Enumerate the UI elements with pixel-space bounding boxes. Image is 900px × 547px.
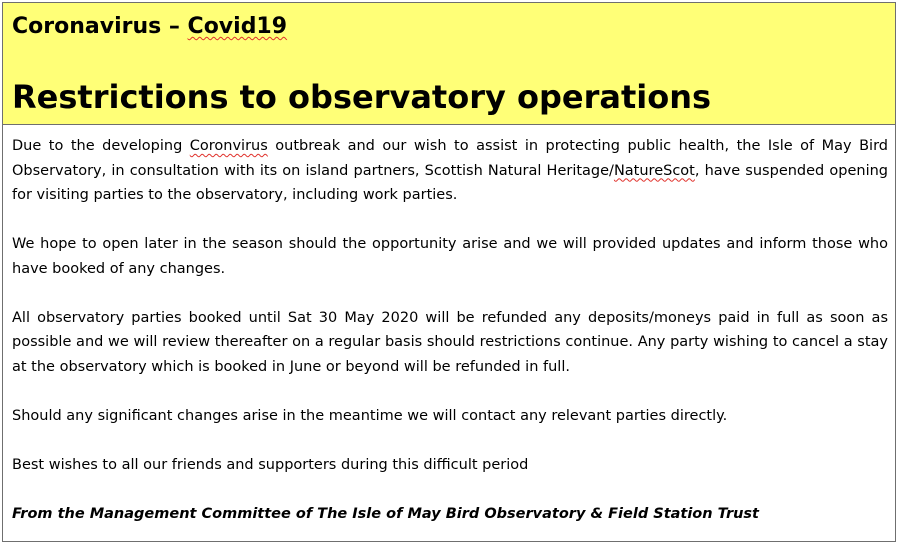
misspelled-coronavirus: Coronvirus [189, 138, 268, 154]
paragraph-suspension [12, 134, 888, 208]
notice-header [3, 3, 895, 125]
supertitle-term: Covid19 [187, 14, 288, 39]
notice-body [12, 134, 888, 526]
paragraph-suspension-middle: outbreak and our wish to assist in protecting public health, the Isle of May Bird Observatory, in consultation with its on island partners, Scottish Natural Heritage/ [12, 138, 888, 179]
supertitle-prefix: Coronavirus – [12, 14, 188, 39]
notice-supertitle [12, 13, 287, 41]
paragraph-best-wishes: Best wishes to all our friends and supporters during this difficult period [12, 456, 529, 473]
paragraph-suspension-start: Due to the developing [12, 138, 190, 154]
paragraph-refunds: All observatory parties booked until Sat 30 May 2020 will be refunded any deposits/moneys paid in full as soon as possible and we will review thereafter on a regular basis should restrictions continue. Any party wishing to cancel a stay at the observatory which is booked in June or beyond will be refunded in full. [12, 309, 888, 375]
paragraph-reopening: We hope to open later in the season should the opportunity arise and we will provided updates and inform those who have booked of any changes. [12, 236, 888, 277]
paragraph-changes: Should any significant changes arise in the meantime we will contact any relevant parties directly. [12, 407, 728, 424]
covid-notice [2, 2, 896, 542]
notice-title: Restrictions to observatory operations [12, 78, 712, 116]
naturescot-term: NatureScot [613, 162, 695, 179]
paragraph-suspension-end: , have suspended opening for visiting parties to the observatory, including work parties. [12, 162, 888, 203]
signature: From the Management Committee of The Isle of May Bird Observatory & Field Station Trust [12, 505, 759, 522]
